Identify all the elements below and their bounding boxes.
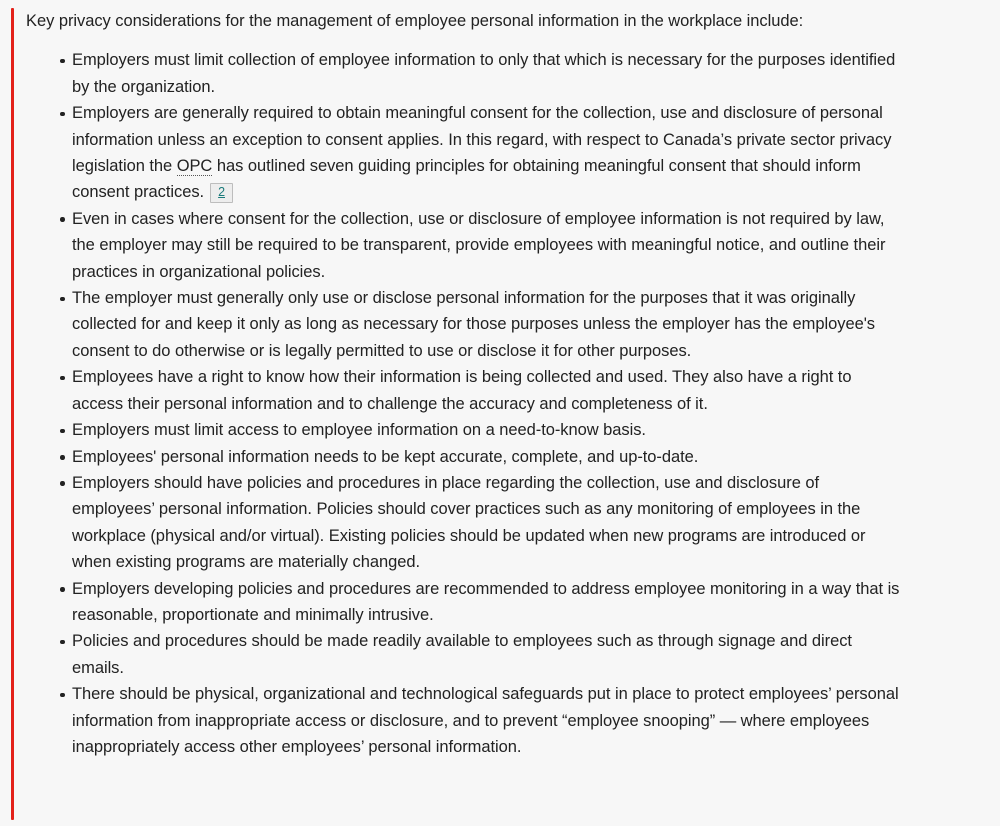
list-item-text: Employers must limit access to employee information on a need-to-know basis. [72, 421, 646, 440]
list-item-text: There should be physical, organizational and technological safeguards put in place to protect employees’ personal information from inappropriate access or disclosure, and to prevent “employee snooping” — where employees inappropriately access other employees’ personal information. [72, 685, 899, 756]
list-item [26, 285, 1000, 364]
list-item [26, 576, 1000, 629]
footnote-reference-2[interactable]: 2 [210, 183, 233, 203]
list-item-text: Employees' personal information needs to be kept accurate, complete, and up-to-date. [72, 447, 699, 466]
list-item-text: Policies and procedures should be made readily available to employees such as through signage and direct emails. [72, 632, 852, 677]
list-item-text-after-abbr: has outlined seven guiding principles for obtaining meaningful consent that should inform consent practices. [72, 157, 861, 202]
list-item [26, 417, 1000, 443]
list-item-text: Employers should have policies and procedures in place regarding the collection, use and disclosure of employees’ personal information. Policies should cover practices such as any monitoring of employees in the workplace (physical and/or virtual). Existing policies should be updated when new programs are introduced or when existing programs are materially changed. [72, 473, 866, 572]
privacy-considerations-list [26, 47, 1000, 760]
list-item [26, 206, 1000, 285]
opc-abbreviation[interactable]: OPC [176, 157, 213, 176]
list-item-text: Employers developing policies and procedures are recommended to address employee monitoring in a way that is reasonable, proportionate and minimally intrusive. [72, 579, 900, 624]
list-item [26, 364, 1000, 417]
list-item-text: Employees have a right to know how their information is being collected and used. They also have a right to access their personal information and to challenge the accuracy and completeness of it. [72, 368, 852, 413]
list-item [26, 100, 1000, 206]
red-accent-rule [11, 8, 14, 820]
list-item [26, 628, 1000, 681]
list-item [26, 47, 1000, 100]
list-item [26, 681, 1000, 760]
list-item-text: Employers must limit collection of employee information to only that which is necessary for the purposes identified by the organization. [72, 51, 896, 96]
intro-paragraph: Key privacy considerations for the management of employee personal information in the workplace include: [26, 12, 804, 30]
list-item-text: Even in cases where consent for the collection, use or disclosure of employee information is not required by law, the employer may still be required to be transparent, provide employees with meaningful notice, and outline their practices in organizational policies. [72, 209, 886, 281]
list-item [26, 470, 1000, 576]
list-item [26, 444, 1000, 470]
list-item-text-before-abbr: Employers are generally required to obtain meaningful consent for the collection, use and disclosure of personal information unless an exception to consent applies. In this regard, with respect to Canada’s private sector privacy legislation the [72, 104, 892, 176]
list-item-text: The employer must generally only use or disclose personal information for the purposes that it was originally collected for and keep it only as long as necessary for those purposes unless the employer has the employee's consent to do otherwise or is legally permitted to use or disclose it for other purposes. [72, 289, 875, 360]
